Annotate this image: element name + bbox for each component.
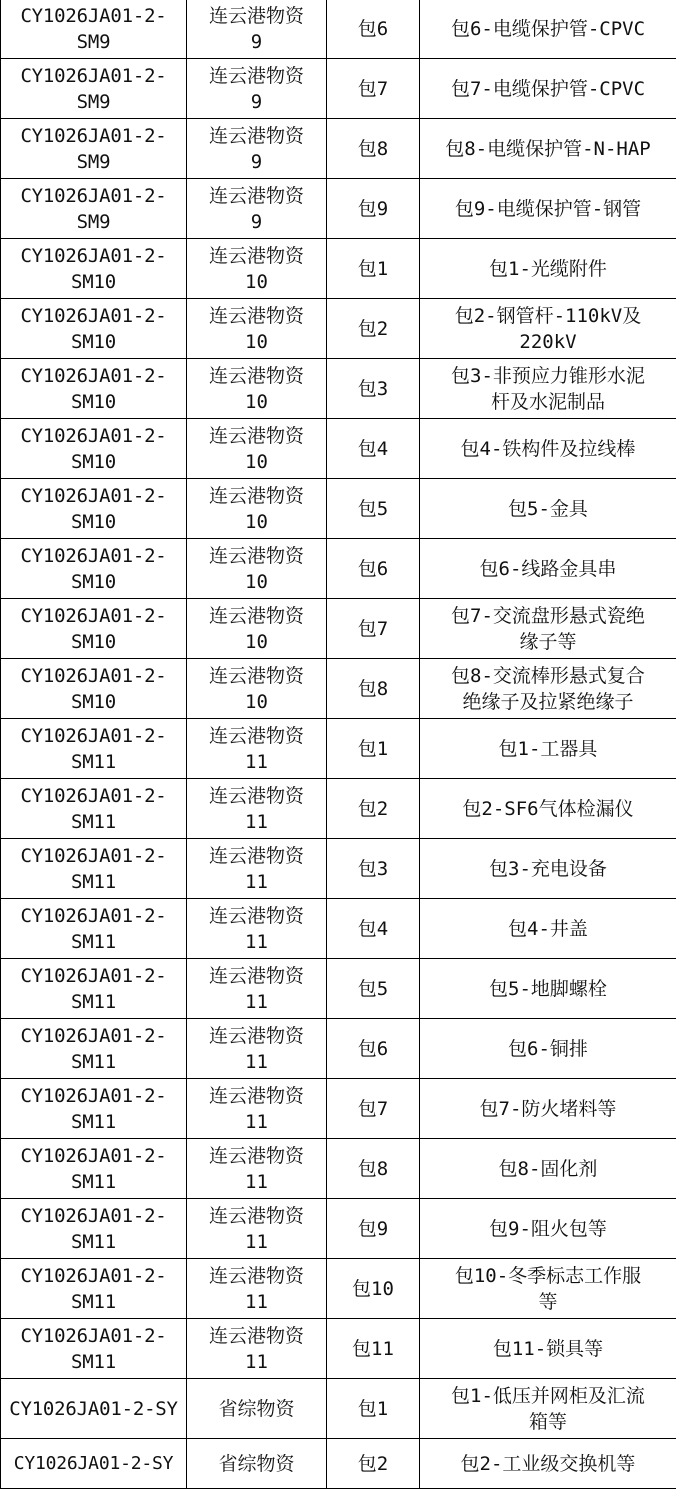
unit-cell-line: 10	[189, 389, 324, 415]
batch-code-cell-line: CY1026JA01-2-	[3, 783, 184, 809]
package-number-cell: 包6	[327, 539, 420, 599]
batch-code-cell-line: CY1026JA01-2-	[3, 183, 184, 209]
batch-code-cell-line: CY1026JA01-2-	[3, 303, 184, 329]
unit-cell-line: 连云港物资	[189, 363, 324, 389]
package-number-cell: 包7	[327, 59, 420, 119]
package-description-cell-line: 包7-电缆保护管-CPVC	[422, 76, 674, 102]
batch-code-cell-line: CY1026JA01-2-	[3, 1143, 184, 1169]
table-row	[1, 1019, 676, 1079]
batch-code-cell	[1, 179, 187, 239]
batch-code-cell-line: SM11	[3, 1289, 184, 1315]
unit-cell-line: 9	[189, 29, 324, 55]
package-description-cell	[420, 1199, 676, 1259]
package-description-cell-line: 包2-工业级交换机等	[422, 1451, 674, 1477]
table-row	[1, 1259, 676, 1319]
batch-code-cell-line: CY1026JA01-2-	[3, 483, 184, 509]
batch-code-cell	[1, 299, 187, 359]
batch-code-cell-line: CY1026JA01-2-	[3, 243, 184, 269]
unit-cell	[187, 1199, 327, 1259]
package-description-cell	[420, 959, 676, 1019]
package-number-cell: 包3	[327, 839, 420, 899]
unit-cell	[187, 359, 327, 419]
table-row	[1, 1139, 676, 1199]
unit-cell-line: 连云港物资	[189, 843, 324, 869]
package-description-cell-line: 包5-地脚螺栓	[422, 976, 674, 1002]
unit-cell-line: 连云港物资	[189, 243, 324, 269]
package-number-cell: 包9	[327, 1199, 420, 1259]
batch-code-cell-line: CY1026JA01-2-	[3, 603, 184, 629]
batch-code-cell	[1, 659, 187, 719]
batch-code-cell-line: CY1026JA01-2-SY	[3, 1451, 184, 1477]
unit-cell-line: 11	[189, 809, 324, 835]
unit-cell-line: 11	[189, 1049, 324, 1075]
batch-code-cell-line: CY1026JA01-2-SY	[3, 1396, 184, 1422]
batch-code-cell	[1, 899, 187, 959]
unit-cell	[187, 539, 327, 599]
batch-code-cell-line: CY1026JA01-2-	[3, 963, 184, 989]
batch-code-cell	[1, 959, 187, 1019]
table-row	[1, 239, 676, 299]
unit-cell-line: 10	[189, 569, 324, 595]
batch-code-cell	[1, 1259, 187, 1319]
package-description-cell	[420, 599, 676, 659]
package-number-cell: 包4	[327, 899, 420, 959]
unit-cell	[187, 959, 327, 1019]
unit-cell	[187, 1439, 327, 1489]
batch-code-cell-line: CY1026JA01-2-	[3, 1203, 184, 1229]
unit-cell-line: 连云港物资	[189, 1023, 324, 1049]
unit-cell-line: 10	[189, 329, 324, 355]
table-row	[1, 1319, 676, 1379]
batch-code-cell-line: SM11	[3, 1229, 184, 1255]
unit-cell-line: 连云港物资	[189, 123, 324, 149]
batch-code-cell	[1, 779, 187, 839]
unit-cell	[187, 719, 327, 779]
package-description-cell-line: 包8-电缆保护管-N-HAP	[422, 136, 674, 162]
batch-code-cell-line: SM11	[3, 869, 184, 895]
table-row	[1, 959, 676, 1019]
batch-code-cell-line: CY1026JA01-2-	[3, 723, 184, 749]
unit-cell-line: 连云港物资	[189, 1083, 324, 1109]
batch-code-cell	[1, 1379, 187, 1439]
batch-code-cell-line: CY1026JA01-2-	[3, 903, 184, 929]
package-number-cell: 包1	[327, 719, 420, 779]
unit-cell	[187, 839, 327, 899]
table-row	[1, 59, 676, 119]
package-description-cell-line: 包4-铁构件及拉线棒	[422, 436, 674, 462]
batch-code-cell	[1, 359, 187, 419]
package-number-cell: 包2	[327, 779, 420, 839]
package-number-cell: 包4	[327, 419, 420, 479]
batch-code-cell	[1, 539, 187, 599]
unit-cell	[187, 299, 327, 359]
package-description-cell-line: 包1-工器具	[422, 736, 674, 762]
unit-cell-line: 连云港物资	[189, 1323, 324, 1349]
unit-cell-line: 11	[189, 929, 324, 955]
unit-cell-line: 省综物资	[189, 1396, 324, 1422]
package-description-cell	[420, 119, 676, 179]
package-description-cell	[420, 779, 676, 839]
table-row	[1, 899, 676, 959]
package-description-cell-line: 包1-低压并网柜及汇流	[422, 1383, 674, 1409]
package-description-cell-line: 220kV	[422, 329, 674, 355]
batch-code-cell-line: SM10	[3, 389, 184, 415]
table-row	[1, 1199, 676, 1259]
batch-code-cell-line: SM10	[3, 569, 184, 595]
unit-cell-line: 连云港物资	[189, 3, 324, 29]
batch-code-cell	[1, 479, 187, 539]
batch-code-cell-line: SM11	[3, 989, 184, 1015]
package-description-cell	[420, 419, 676, 479]
table-row	[1, 479, 676, 539]
package-description-cell-line: 包5-金具	[422, 496, 674, 522]
batch-code-cell	[1, 719, 187, 779]
table-row	[1, 719, 676, 779]
batch-code-cell-line: CY1026JA01-2-	[3, 1263, 184, 1289]
package-description-cell	[420, 539, 676, 599]
package-description-cell	[420, 179, 676, 239]
package-number-cell: 包11	[327, 1319, 420, 1379]
unit-cell-line: 连云港物资	[189, 543, 324, 569]
unit-cell-line: 省综物资	[189, 1451, 324, 1477]
unit-cell-line: 连云港物资	[189, 63, 324, 89]
batch-code-cell-line: SM11	[3, 1169, 184, 1195]
package-description-cell	[420, 1139, 676, 1199]
package-description-cell	[420, 1259, 676, 1319]
batch-code-cell	[1, 419, 187, 479]
unit-cell-line: 11	[189, 989, 324, 1015]
unit-cell-line: 10	[189, 449, 324, 475]
package-number-cell: 包2	[327, 299, 420, 359]
table-row	[1, 359, 676, 419]
batch-code-cell-line: SM10	[3, 449, 184, 475]
unit-cell-line: 连云港物资	[189, 603, 324, 629]
unit-cell	[187, 239, 327, 299]
package-description-cell-line: 包2-SF6气体检漏仪	[422, 796, 674, 822]
package-number-cell: 包7	[327, 599, 420, 659]
batch-code-cell	[1, 0, 187, 59]
batch-code-cell-line: SM9	[3, 149, 184, 175]
unit-cell-line: 11	[189, 1349, 324, 1375]
unit-cell	[187, 1079, 327, 1139]
table-row	[1, 1379, 676, 1439]
unit-cell	[187, 119, 327, 179]
batch-code-cell	[1, 239, 187, 299]
table-row	[1, 659, 676, 719]
batch-code-cell-line: SM11	[3, 1349, 184, 1375]
unit-cell	[187, 659, 327, 719]
package-description-cell-line: 绝缘子及拉紧绝缘子	[422, 689, 674, 715]
unit-cell-line: 11	[189, 1289, 324, 1315]
table-row	[1, 839, 676, 899]
unit-cell-line: 10	[189, 629, 324, 655]
package-description-cell	[420, 299, 676, 359]
unit-cell-line: 连云港物资	[189, 903, 324, 929]
batch-code-cell-line: SM10	[3, 629, 184, 655]
package-description-cell-line: 包3-充电设备	[422, 856, 674, 882]
table-row	[1, 1079, 676, 1139]
package-description-cell	[420, 899, 676, 959]
unit-cell	[187, 779, 327, 839]
package-number-cell: 包7	[327, 1079, 420, 1139]
unit-cell-line: 连云港物资	[189, 483, 324, 509]
package-description-cell	[420, 839, 676, 899]
batch-code-cell-line: SM11	[3, 749, 184, 775]
package-description-cell-line: 等	[422, 1289, 674, 1315]
package-description-cell-line: 包8-交流棒形悬式复合	[422, 663, 674, 689]
unit-cell-line: 连云港物资	[189, 663, 324, 689]
package-description-cell	[420, 1379, 676, 1439]
package-number-cell: 包10	[327, 1259, 420, 1319]
package-number-cell: 包6	[327, 1019, 420, 1079]
package-description-cell-line: 包7-防火堵料等	[422, 1096, 674, 1122]
batch-code-cell-line: SM11	[3, 809, 184, 835]
batch-code-cell-line: CY1026JA01-2-	[3, 3, 184, 29]
package-number-cell: 包3	[327, 359, 420, 419]
unit-cell	[187, 479, 327, 539]
batch-code-cell-line: CY1026JA01-2-	[3, 663, 184, 689]
batch-code-cell-line: CY1026JA01-2-	[3, 543, 184, 569]
batch-code-cell-line: SM10	[3, 329, 184, 355]
unit-cell-line: 连云港物资	[189, 723, 324, 749]
unit-cell-line: 连云港物资	[189, 963, 324, 989]
table-row	[1, 1439, 676, 1489]
unit-cell-line: 11	[189, 1229, 324, 1255]
package-description-cell-line: 箱等	[422, 1409, 674, 1435]
batch-code-cell-line: CY1026JA01-2-	[3, 123, 184, 149]
package-description-cell	[420, 0, 676, 59]
table-row	[1, 179, 676, 239]
batch-code-cell	[1, 839, 187, 899]
batch-code-cell-line: CY1026JA01-2-	[3, 363, 184, 389]
unit-cell	[187, 1259, 327, 1319]
unit-cell-line: 连云港物资	[189, 183, 324, 209]
batch-code-cell-line: CY1026JA01-2-	[3, 63, 184, 89]
batch-code-cell-line: SM9	[3, 89, 184, 115]
batch-code-cell-line: SM9	[3, 209, 184, 235]
table-row	[1, 419, 676, 479]
batch-code-cell	[1, 599, 187, 659]
package-number-cell: 包1	[327, 1379, 420, 1439]
batch-code-cell-line: SM11	[3, 1109, 184, 1135]
batch-code-cell-line: SM10	[3, 269, 184, 295]
unit-cell-line: 9	[189, 209, 324, 235]
unit-cell-line: 9	[189, 149, 324, 175]
package-description-cell	[420, 479, 676, 539]
package-description-cell-line: 包9-电缆保护管-钢管	[422, 196, 674, 222]
table-row	[1, 599, 676, 659]
package-number-cell: 包6	[327, 0, 420, 59]
package-description-cell-line: 包7-交流盘形悬式瓷绝	[422, 603, 674, 629]
unit-cell-line: 连云港物资	[189, 783, 324, 809]
unit-cell-line: 11	[189, 869, 324, 895]
package-number-cell: 包8	[327, 1139, 420, 1199]
unit-cell-line: 10	[189, 509, 324, 535]
table-row	[1, 0, 676, 59]
package-description-cell	[420, 59, 676, 119]
batch-code-cell-line: SM11	[3, 1049, 184, 1075]
batch-code-cell-line: SM10	[3, 689, 184, 715]
package-number-cell: 包1	[327, 239, 420, 299]
batch-code-cell	[1, 59, 187, 119]
package-description-cell-line: 包6-电缆保护管-CPVC	[422, 16, 674, 42]
table-row	[1, 119, 676, 179]
package-number-cell: 包5	[327, 479, 420, 539]
package-description-cell	[420, 1019, 676, 1079]
unit-cell-line: 连云港物资	[189, 1143, 324, 1169]
unit-cell	[187, 1139, 327, 1199]
table-row	[1, 299, 676, 359]
package-description-cell	[420, 719, 676, 779]
package-description-cell-line: 缘子等	[422, 629, 674, 655]
unit-cell	[187, 1019, 327, 1079]
package-description-cell-line: 包1-光缆附件	[422, 256, 674, 282]
package-description-cell	[420, 1079, 676, 1139]
batch-code-cell	[1, 1199, 187, 1259]
batch-code-cell-line: SM9	[3, 29, 184, 55]
package-description-cell-line: 杆及水泥制品	[422, 389, 674, 415]
batch-code-cell	[1, 1019, 187, 1079]
table-body	[1, 0, 676, 1489]
package-description-cell-line: 包9-阻火包等	[422, 1216, 674, 1242]
unit-cell	[187, 0, 327, 59]
package-number-cell: 包9	[327, 179, 420, 239]
package-description-cell-line: 包10-冬季标志工作服	[422, 1263, 674, 1289]
table-row	[1, 539, 676, 599]
unit-cell-line: 连云港物资	[189, 1263, 324, 1289]
package-description-cell	[420, 1439, 676, 1489]
package-number-cell: 包5	[327, 959, 420, 1019]
package-description-cell-line: 包3-非预应力锥形水泥	[422, 363, 674, 389]
unit-cell-line: 连云港物资	[189, 1203, 324, 1229]
batch-code-cell-line: CY1026JA01-2-	[3, 423, 184, 449]
package-description-cell-line: 包6-铜排	[422, 1036, 674, 1062]
package-description-cell	[420, 239, 676, 299]
package-description-cell-line: 包8-固化剂	[422, 1156, 674, 1182]
unit-cell	[187, 899, 327, 959]
unit-cell-line: 连云港物资	[189, 303, 324, 329]
package-description-cell-line: 包2-钢管杆-110kV及	[422, 303, 674, 329]
unit-cell	[187, 419, 327, 479]
package-description-cell	[420, 359, 676, 419]
batch-code-cell	[1, 1139, 187, 1199]
package-description-cell-line: 包11-锁具等	[422, 1336, 674, 1362]
batch-code-cell	[1, 1079, 187, 1139]
unit-cell-line: 11	[189, 1109, 324, 1135]
table-row	[1, 779, 676, 839]
unit-cell	[187, 1319, 327, 1379]
package-number-cell: 包8	[327, 119, 420, 179]
batch-code-cell	[1, 119, 187, 179]
package-description-cell-line: 包4-井盖	[422, 916, 674, 942]
package-description-cell	[420, 1319, 676, 1379]
unit-cell-line: 10	[189, 689, 324, 715]
package-description-cell-line: 包6-线路金具串	[422, 556, 674, 582]
unit-cell-line: 连云港物资	[189, 423, 324, 449]
batch-code-cell	[1, 1439, 187, 1489]
unit-cell	[187, 59, 327, 119]
unit-cell-line: 9	[189, 89, 324, 115]
batch-code-cell	[1, 1319, 187, 1379]
package-number-cell: 包2	[327, 1439, 420, 1489]
package-number-cell: 包8	[327, 659, 420, 719]
unit-cell-line: 10	[189, 269, 324, 295]
batch-code-cell-line: CY1026JA01-2-	[3, 1083, 184, 1109]
unit-cell	[187, 599, 327, 659]
unit-cell-line: 11	[189, 1169, 324, 1195]
batch-code-cell-line: SM11	[3, 929, 184, 955]
batch-code-cell-line: SM10	[3, 509, 184, 535]
unit-cell	[187, 179, 327, 239]
batch-code-cell-line: CY1026JA01-2-	[3, 1323, 184, 1349]
batch-code-cell-line: CY1026JA01-2-	[3, 843, 184, 869]
unit-cell-line: 11	[189, 749, 324, 775]
batch-code-cell-line: CY1026JA01-2-	[3, 1023, 184, 1049]
package-description-cell	[420, 659, 676, 719]
unit-cell	[187, 1379, 327, 1439]
